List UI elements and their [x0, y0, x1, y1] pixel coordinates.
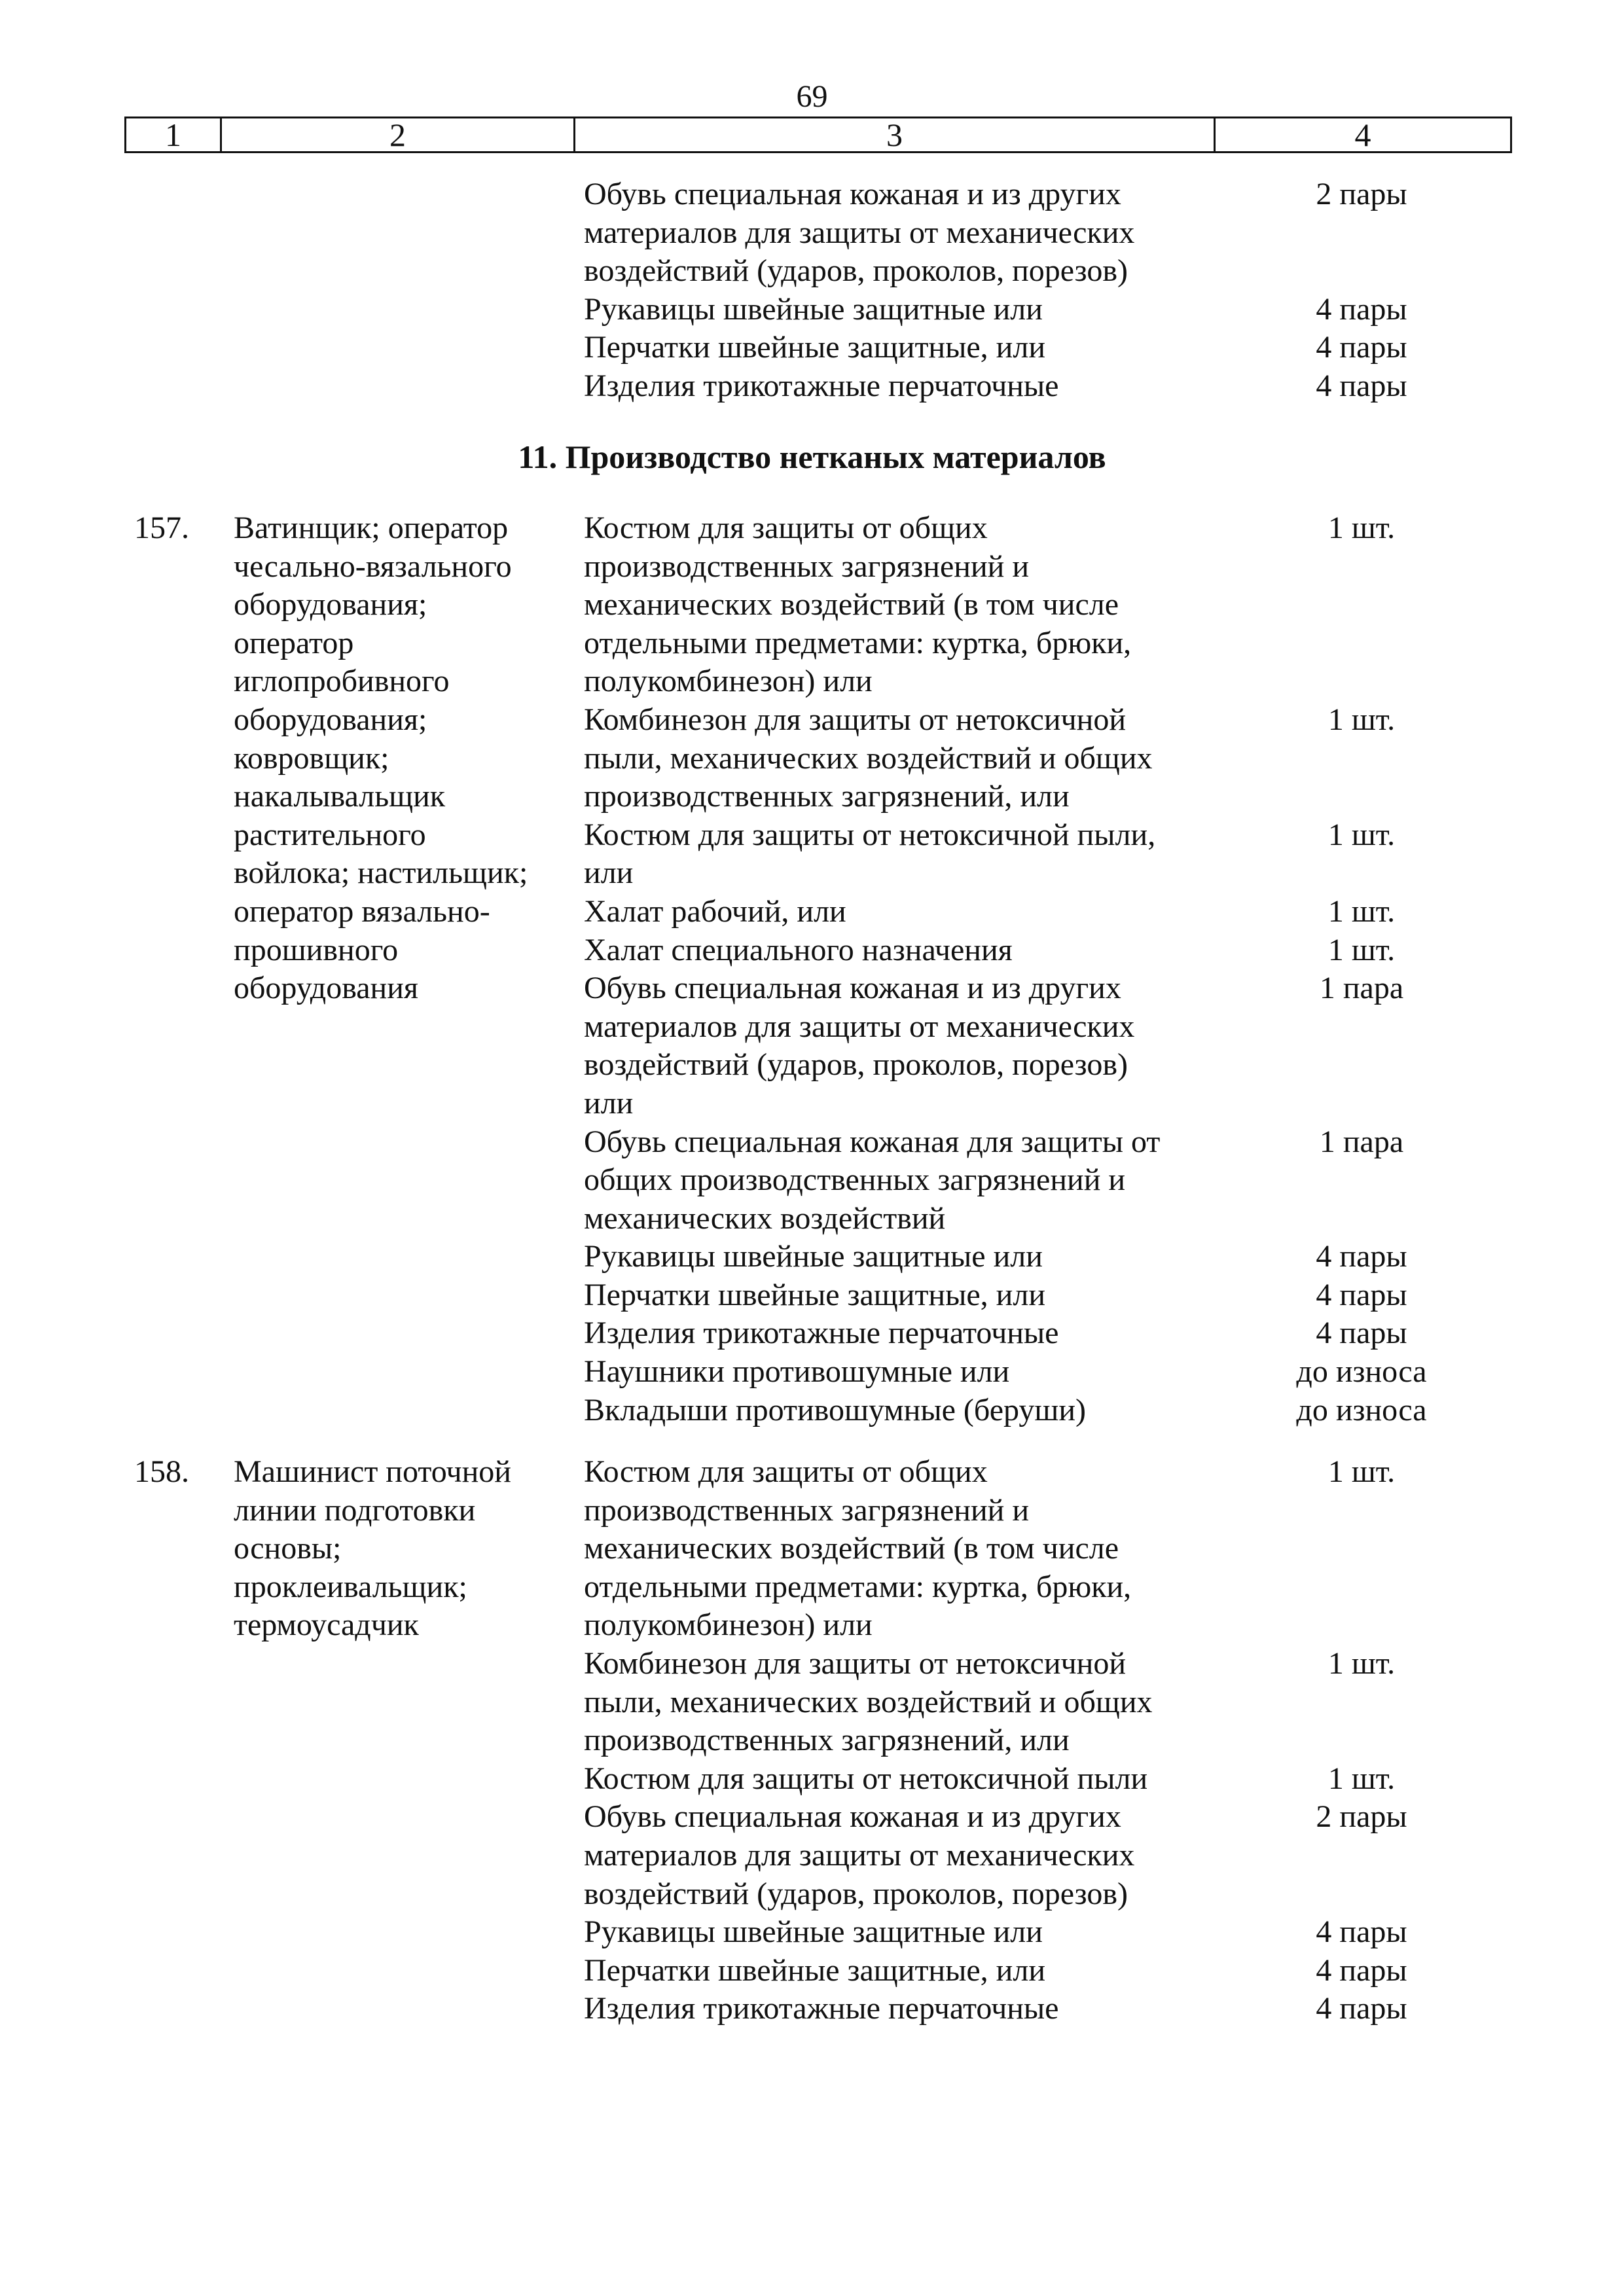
- item-line: Костюм для защиты от общих: [584, 511, 988, 545]
- item-line: Обувь специальная кожаная и из других: [584, 177, 1121, 211]
- continuation-qty: [1244, 175, 1479, 406]
- qty-line: 2 пары: [1316, 177, 1407, 211]
- row-157-qty: [1244, 509, 1479, 1429]
- row-158-qty: [1244, 1453, 1479, 2028]
- row-157-profession: [234, 509, 568, 1008]
- item-line: Перчатки швейные защитные, или: [584, 1277, 1045, 1312]
- item-line: производственных загрязнений, или: [584, 779, 1070, 814]
- profession-line: иглопробивного: [234, 664, 450, 699]
- item-line: Обувь специальная кожаная для защиты от: [584, 1124, 1161, 1159]
- continuation-items: [584, 175, 1238, 406]
- qty-line: 4 пары: [1316, 1239, 1407, 1274]
- header-col-1: 1: [126, 118, 222, 151]
- qty-line: 1 шт.: [1327, 1454, 1396, 1489]
- profession-line: чесально-вязального: [234, 548, 512, 584]
- item-line: Перчатки швейные защитные, или: [584, 330, 1045, 365]
- profession-line: оператор вязально-: [234, 893, 490, 929]
- row-157-items: [584, 509, 1238, 1429]
- item-line: общих производственных загрязнений и: [584, 1162, 1126, 1198]
- item-line: механических воздействий (в том числе: [584, 1531, 1119, 1566]
- item-line: или: [584, 1085, 634, 1121]
- qty-line: 4 пары: [1316, 368, 1407, 403]
- row-158-number: 158.: [134, 1454, 189, 1489]
- profession-line: основы;: [234, 1531, 342, 1566]
- qty-line: [1244, 1875, 1479, 1914]
- qty-line: [1244, 586, 1479, 624]
- item-line: воздействий (ударов, проколов, порезов): [584, 1876, 1128, 1911]
- qty-line: [1244, 1008, 1479, 1047]
- header-col-3: 3: [575, 118, 1216, 151]
- item-line: производственных загрязнений, или: [584, 1723, 1070, 1758]
- item-line: производственных загрязнений и: [584, 1492, 1030, 1528]
- item-line: механических воздействий (в том числе: [584, 587, 1119, 622]
- item-line: Костюм для защиты от нетоксичной пыли,: [584, 817, 1156, 852]
- item-line: Костюм для защиты от общих: [584, 1454, 988, 1489]
- profession-line: Ватинщик; оператор: [234, 511, 509, 545]
- qty-line: [1244, 624, 1479, 663]
- qty-line: [1244, 662, 1479, 701]
- item-line: или: [584, 855, 634, 891]
- qty-line: [1244, 1721, 1479, 1760]
- profession-line: прошивного: [234, 932, 399, 967]
- qty-line: 4 пары: [1316, 1277, 1407, 1312]
- item-line: полукомбинезон) или: [584, 1607, 873, 1643]
- profession-line: термоусадчик: [234, 1607, 419, 1643]
- qty-line: 1 шт.: [1327, 1645, 1396, 1681]
- item-line: Рукавицы швейные защитные или: [584, 1239, 1043, 1274]
- item-line: воздействий (ударов, проколов, порезов): [584, 253, 1128, 289]
- item-line: производственных загрязнений и: [584, 548, 1030, 584]
- item-line: материалов для защиты от механических: [584, 215, 1135, 250]
- profession-line: Машинист поточной: [234, 1454, 511, 1489]
- table-header: [124, 117, 1512, 153]
- item-line: воздействий (ударов, проколов, порезов): [584, 1047, 1128, 1083]
- qty-line: 1 шт.: [1327, 511, 1396, 545]
- item-line: Рукавицы швейные защитные или: [584, 291, 1043, 327]
- qty-line: [1244, 778, 1479, 816]
- item-line: Перчатки швейные защитные, или: [584, 1952, 1045, 1988]
- qty-line: [1244, 1492, 1479, 1530]
- qty-line: [1244, 1046, 1479, 1085]
- qty-line: [1244, 548, 1479, 586]
- profession-line: оборудования;: [234, 702, 427, 737]
- item-line: полукомбинезон) или: [584, 664, 873, 699]
- profession-line: оператор: [234, 625, 354, 660]
- item-line: пыли, механических воздействий и общих: [584, 1684, 1153, 1719]
- header-col-2: 2: [222, 118, 575, 151]
- item-line: материалов для защиты от механических: [584, 1009, 1135, 1044]
- profession-line: накалывальщик: [234, 779, 446, 814]
- qty-line: 4 пары: [1316, 330, 1407, 365]
- qty-line: [1244, 1161, 1479, 1200]
- profession-line: ковровщик;: [234, 740, 389, 776]
- item-line: Изделия трикотажные перчаточные: [584, 1991, 1059, 2026]
- item-line: Изделия трикотажные перчаточные: [584, 368, 1059, 403]
- row-157-number: 157.: [134, 511, 189, 545]
- qty-line: до износа: [1296, 1392, 1427, 1427]
- qty-line: [1244, 854, 1479, 893]
- qty-line: [1244, 1085, 1479, 1123]
- qty-line: до износа: [1296, 1354, 1427, 1390]
- item-line: Халат рабочий, или: [584, 893, 846, 929]
- profession-line: войлока; настильщик;: [234, 855, 528, 891]
- qty-line: 1 шт.: [1327, 817, 1396, 852]
- qty-line: [1244, 1606, 1479, 1645]
- qty-line: 1 шт.: [1327, 702, 1396, 737]
- qty-line: 4 пары: [1316, 1914, 1407, 1950]
- item-line: Комбинезон для защиты от нетоксичной: [584, 1645, 1127, 1681]
- item-line: Обувь специальная кожаная и из других: [584, 971, 1121, 1006]
- item-line: Обувь специальная кожаная и из других: [584, 1799, 1121, 1835]
- item-line: отдельными предметами: куртка, брюки,: [584, 625, 1132, 660]
- qty-line: 4 пары: [1316, 291, 1407, 327]
- item-line: Наушники противошумные или: [584, 1354, 1010, 1390]
- profession-line: оборудования: [234, 971, 418, 1006]
- qty-line: 1 шт.: [1327, 932, 1396, 967]
- qty-line: 4 пары: [1316, 1316, 1407, 1351]
- qty-line: [1244, 1568, 1479, 1607]
- item-line: Халат специального назначения: [584, 932, 1013, 967]
- qty-line: 4 пары: [1316, 1952, 1407, 1988]
- item-line: Комбинезон для защиты от нетоксичной: [584, 702, 1127, 737]
- qty-line: 1 пара: [1319, 971, 1404, 1006]
- qty-line: 4 пары: [1316, 1991, 1407, 2026]
- qty-line: 1 шт.: [1327, 893, 1396, 929]
- item-line: материалов для защиты от механических: [584, 1837, 1135, 1873]
- header-col-4: 4: [1354, 117, 1371, 153]
- qty-line: [1244, 1837, 1479, 1875]
- item-line: Изделия трикотажные перчаточные: [584, 1316, 1059, 1351]
- row-158-items: [584, 1453, 1238, 2028]
- qty-line: 1 пара: [1319, 1124, 1404, 1159]
- item-line: механических воздействий: [584, 1200, 946, 1236]
- item-line: отдельными предметами: куртка, брюки,: [584, 1569, 1132, 1604]
- item-line: Рукавицы швейные защитные или: [584, 1914, 1043, 1950]
- qty-line: [1244, 1530, 1479, 1568]
- profession-line: линии подготовки: [234, 1492, 476, 1528]
- page-number: 69: [796, 79, 828, 114]
- qty-line: [1244, 1683, 1479, 1722]
- section-title: 11. Производство нетканых материалов: [518, 439, 1106, 475]
- item-line: пыли, механических воздействий и общих: [584, 740, 1153, 776]
- qty-line: 2 пары: [1316, 1799, 1407, 1835]
- item-line: Костюм для защиты от нетоксичной пыли: [584, 1761, 1148, 1796]
- profession-line: проклеивальщик;: [234, 1569, 467, 1604]
- profession-line: растительного: [234, 817, 426, 852]
- qty-line: [1244, 1200, 1479, 1238]
- qty-line: [1244, 740, 1479, 778]
- item-line: Вкладыши противошумные (беруши): [584, 1392, 1086, 1427]
- profession-line: оборудования;: [234, 587, 427, 622]
- qty-line: 1 шт.: [1327, 1761, 1396, 1796]
- qty-line: [1244, 214, 1479, 253]
- row-158-profession: [234, 1453, 568, 1645]
- qty-line: [1244, 252, 1479, 291]
